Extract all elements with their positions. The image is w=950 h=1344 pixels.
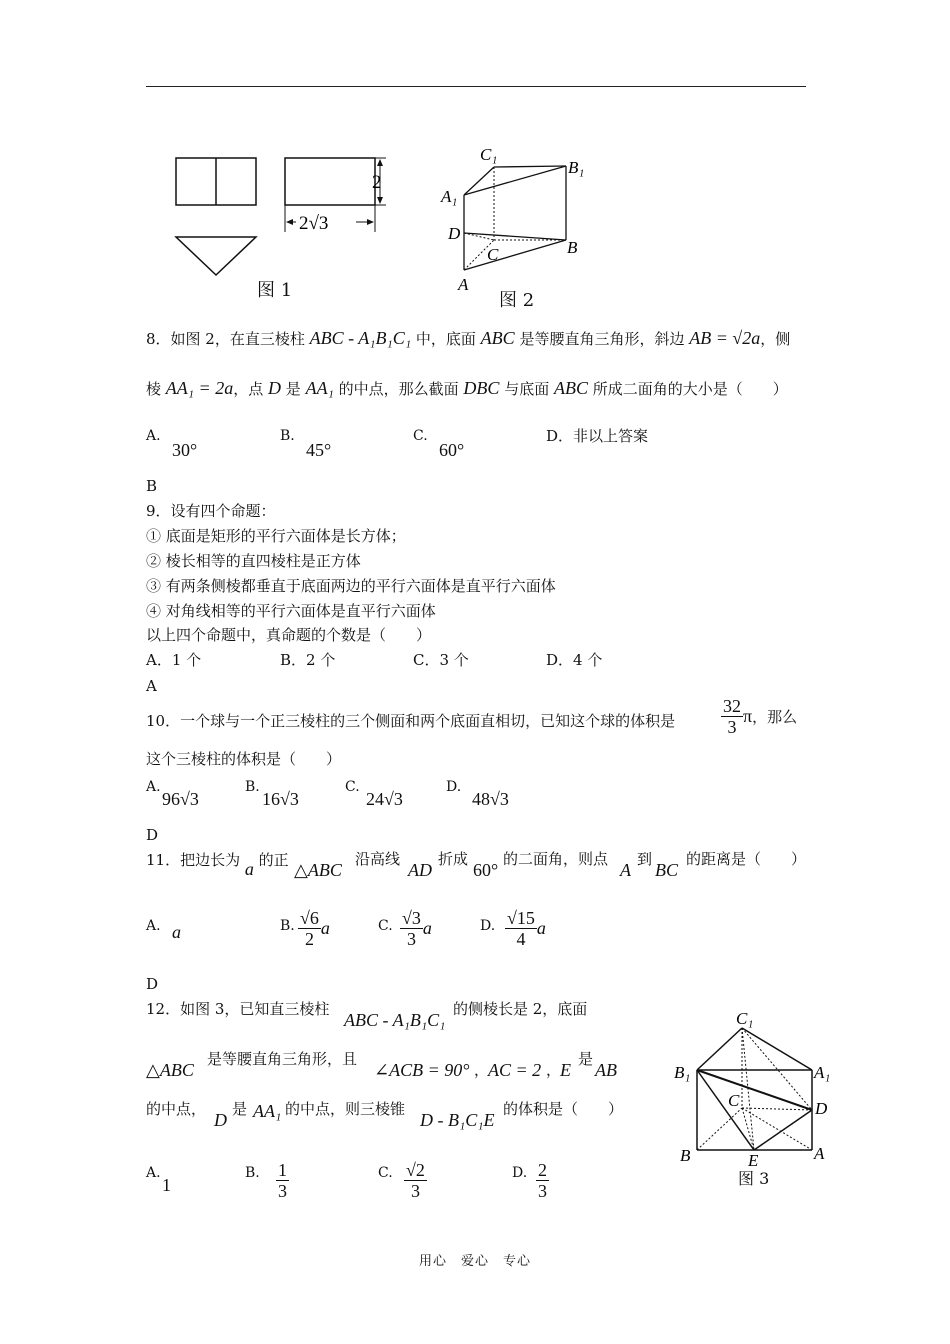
q8-point: D <box>268 378 281 398</box>
q9-stem: 9．设有四个命题： <box>146 502 276 520</box>
q10-option-d-label: D. <box>446 779 462 795</box>
edge-c1a1 <box>742 1028 812 1070</box>
q10-text: 10．一个球与一个正三棱柱的三个侧面和两个底面直相切，已知这个球的体积是 <box>146 712 676 730</box>
q12-text: ， <box>474 1061 490 1079</box>
label-c1: C₁ <box>736 1009 754 1028</box>
arrow-right-icon <box>367 219 374 225</box>
q12-option-a: 1 <box>162 1175 171 1195</box>
q12-option-d <box>536 1160 549 1201</box>
q8-option-b-label: B. <box>280 428 295 444</box>
q12-text: 的中点，则三棱锥 <box>285 1100 406 1118</box>
q8-text: ，侧 <box>760 330 791 348</box>
edge-c1b1 <box>494 166 566 167</box>
q9-proposition-1: ① 底面是矩形的平行六面体是长方体； <box>146 527 406 545</box>
arrow-left-icon <box>286 219 293 225</box>
q11-text: 的二面角，则点 <box>503 850 609 868</box>
q11-option-a-label: A. <box>146 918 161 934</box>
label-d: D <box>815 1099 828 1118</box>
q12-option-d-label: D. <box>512 1165 528 1181</box>
label-b: B <box>567 238 578 257</box>
q12-text: 12．如图 3，已知直三棱柱 <box>146 1000 330 1018</box>
q8-text: 是 <box>285 380 301 398</box>
q11-text: 沿高线 <box>355 850 401 868</box>
label-a1: A₁ <box>814 1063 831 1082</box>
q12-point-d: D <box>214 1110 227 1130</box>
label-c: C <box>728 1091 740 1110</box>
q10-line-2: 这个三棱柱的体积是（ ） <box>146 750 342 768</box>
q9-option-b: B．2 个 <box>280 651 336 669</box>
label-d: D <box>448 224 461 243</box>
q12-option-b <box>276 1160 289 1201</box>
height-label: 2 <box>372 172 382 193</box>
q8-base: ABC <box>480 328 515 348</box>
q9-question: 以上四个命题中，真命题的个数是（ ） <box>146 626 432 644</box>
q12-text: 是 <box>232 1100 248 1118</box>
q9-proposition-3: ③ 有两条侧棱都垂直于底面两边的平行六面体是直平行六面体 <box>146 577 556 595</box>
figure-2-caption: 图 2 <box>499 290 535 311</box>
q11-option-c-denominator: 3 <box>406 929 416 949</box>
q8-option-a-label: A. <box>146 428 161 444</box>
width-label: 2√3 <box>299 213 329 234</box>
q10-option-d: 48√3 <box>472 789 509 809</box>
q8-text: 所成二面角的大小是（ ） <box>592 380 788 398</box>
label-a1: A₁ <box>441 187 458 206</box>
q12-point-e: E <box>560 1060 571 1080</box>
q8-text: 的中点，那么截面 <box>338 380 459 398</box>
q12-text: 的侧棱长是 2，底面 <box>453 1000 588 1018</box>
figure-1-caption: 图 1 <box>257 280 293 301</box>
label-c1: C₁ <box>480 145 498 164</box>
q8-text: 8．如图 2，在直三棱柱 <box>146 330 305 348</box>
q11-text: 的距离是（ ） <box>686 850 807 868</box>
label-c: C <box>487 245 499 264</box>
q8-option-c-label: C. <box>413 428 428 444</box>
q8-text: 棱 <box>146 380 162 398</box>
q12-text: ， <box>546 1061 562 1079</box>
edge-b1c1 <box>697 1028 742 1070</box>
q12-option-b-denominator: 3 <box>278 1181 287 1201</box>
q10-pi: π <box>743 706 753 726</box>
q10-line-1 <box>146 711 675 731</box>
q11-option-d-variable: a <box>536 918 546 938</box>
q8-text: 中，底面 <box>415 330 476 348</box>
q11-option-d-label: D. <box>480 918 496 934</box>
q11-option-c-variable: a <box>422 918 432 938</box>
arrow-down-icon <box>377 197 383 204</box>
edge-ed <box>754 1110 812 1150</box>
q12-angle: ∠ACB = 90° <box>374 1060 470 1080</box>
edge-b1e <box>697 1070 754 1150</box>
q11-line <box>146 849 289 879</box>
q11-point: A <box>620 860 631 880</box>
q11-triangle: △ABC <box>294 860 342 880</box>
q8-prism: ABC - A₁B₁C₁ <box>309 328 412 348</box>
q12-option-c-label: C. <box>378 1165 393 1181</box>
page-footer: 用心 爱心 专心 <box>418 1254 531 1269</box>
q11-side: a <box>244 859 254 879</box>
edge-cd-hidden <box>742 1108 812 1110</box>
q12-text: 的体积是（ ） <box>503 1100 624 1118</box>
figure-1-three-views <box>170 150 400 290</box>
q8-answer: B <box>146 477 158 495</box>
q12-option-a-label: A. <box>146 1165 161 1181</box>
q11-option-c <box>400 908 432 949</box>
q8-line-2 <box>146 378 788 399</box>
arrow-up-icon <box>377 159 383 166</box>
label-a: A <box>814 1144 825 1163</box>
q8-text: ，点 <box>233 380 264 398</box>
q11-option-d-numerator: √15 <box>507 908 535 928</box>
q11-option-b-variable: a <box>320 918 330 938</box>
q8-option-d: D．非以上答案 <box>546 427 649 445</box>
q12-ab: AB <box>595 1060 617 1080</box>
q10-text: ，那么 <box>752 708 798 726</box>
q12-prism: ABC - A₁B₁C₁ <box>344 1010 446 1030</box>
q11-answer: D <box>146 975 159 993</box>
label-e: E <box>748 1151 759 1170</box>
q12-option-d-numerator: 2 <box>538 1160 547 1180</box>
q11-option-b-denominator: 2 <box>304 929 314 949</box>
q9-proposition-2: ② 棱长相等的直四棱柱是正方体 <box>146 552 361 570</box>
q10-option-a-label: A. <box>146 779 161 795</box>
q11-text: 到 <box>637 850 653 868</box>
q11-text: 的正 <box>258 851 289 869</box>
q9-answer: A <box>146 677 157 695</box>
q10-sphere-volume <box>721 696 797 737</box>
q11-text: 折成 <box>438 850 469 868</box>
q12-option-c-denominator: 3 <box>410 1181 420 1201</box>
q8-base: ABC <box>553 378 588 398</box>
q11-option-b-numerator: √6 <box>300 908 319 928</box>
q8-text: 与底面 <box>504 380 550 398</box>
q9-proposition-4: ④ 对角线相等的平行六面体是直平行六面体 <box>146 602 436 620</box>
q10-option-c: 24√3 <box>366 789 403 809</box>
edge-db <box>464 233 566 240</box>
q10-option-b: 16√3 <box>262 789 299 809</box>
q11-option-b-label: B. <box>280 918 295 934</box>
q11-altitude: AD <box>408 860 432 880</box>
q12-option-b-label: B. <box>245 1165 260 1181</box>
q11-option-c-label: C. <box>378 918 393 934</box>
q12-ac: AC = 2 <box>488 1060 542 1080</box>
side-view <box>285 158 375 205</box>
q11-option-c-numerator: √3 <box>402 908 421 928</box>
q9-option-c: C．3 个 <box>413 651 469 669</box>
q9-option-a: A．1 个 <box>146 651 202 669</box>
label-a: A <box>458 275 469 294</box>
label-b: B <box>680 1146 691 1165</box>
q12-text: 是等腰直角三角形，且 <box>207 1050 358 1068</box>
q8-option-a: 30° <box>172 440 198 460</box>
q12-text: 的中点， <box>146 1100 207 1118</box>
edge-bc-hidden <box>697 1108 742 1150</box>
q10-option-c-label: C. <box>345 779 360 795</box>
q10-answer: D <box>146 826 159 844</box>
q11-option-d <box>505 908 546 949</box>
q8-text: 是等腰直角三角形，斜边 <box>519 330 685 348</box>
q12-option-c-numerator: √2 <box>406 1160 425 1180</box>
q8-edge: AA₁ <box>305 378 334 398</box>
q10-volume-numerator: 32 <box>723 696 741 716</box>
q12-text: 是 <box>578 1050 594 1068</box>
q11-angle: 60° <box>473 860 499 880</box>
q8-edge: AA₁ = 2a <box>165 378 234 398</box>
label-b1: B₁ <box>568 158 585 177</box>
q12-option-d-denominator: 3 <box>538 1181 547 1201</box>
q11-option-b <box>298 908 330 949</box>
q8-section: DBC <box>463 378 500 398</box>
q10-volume-fraction <box>721 696 743 737</box>
q11-segment: BC <box>655 860 679 880</box>
q8-option-c: 60° <box>439 440 465 460</box>
q8-line-1 <box>146 328 790 349</box>
figure-3-caption: 图 3 <box>738 1169 770 1188</box>
header-rule <box>146 86 806 87</box>
q12-option-b-numerator: 1 <box>278 1160 287 1180</box>
q12-triangle: △ABC <box>146 1060 194 1080</box>
q12-aa1: AA₁ <box>253 1101 282 1121</box>
q10-option-a: 96√3 <box>162 789 199 809</box>
label-b1: B₁ <box>674 1063 691 1082</box>
figure-3-prism <box>672 1004 842 1189</box>
q11-text: 11．把边长为 <box>146 851 241 869</box>
q12-option-c <box>404 1160 427 1201</box>
q10-volume-denominator: 3 <box>727 717 737 737</box>
q8-hypotenuse: AB = √2a <box>689 328 761 348</box>
q8-option-b: 45° <box>306 440 332 460</box>
q9-option-d: D．4 个 <box>546 651 603 669</box>
figure-2-prism <box>436 140 596 300</box>
q11-option-d-denominator: 4 <box>516 929 526 949</box>
top-view <box>176 237 256 275</box>
q11-option-a: a <box>172 922 181 942</box>
q12-pyramid: D - B₁C₁E <box>420 1110 495 1130</box>
q10-option-b-label: B. <box>245 779 260 795</box>
